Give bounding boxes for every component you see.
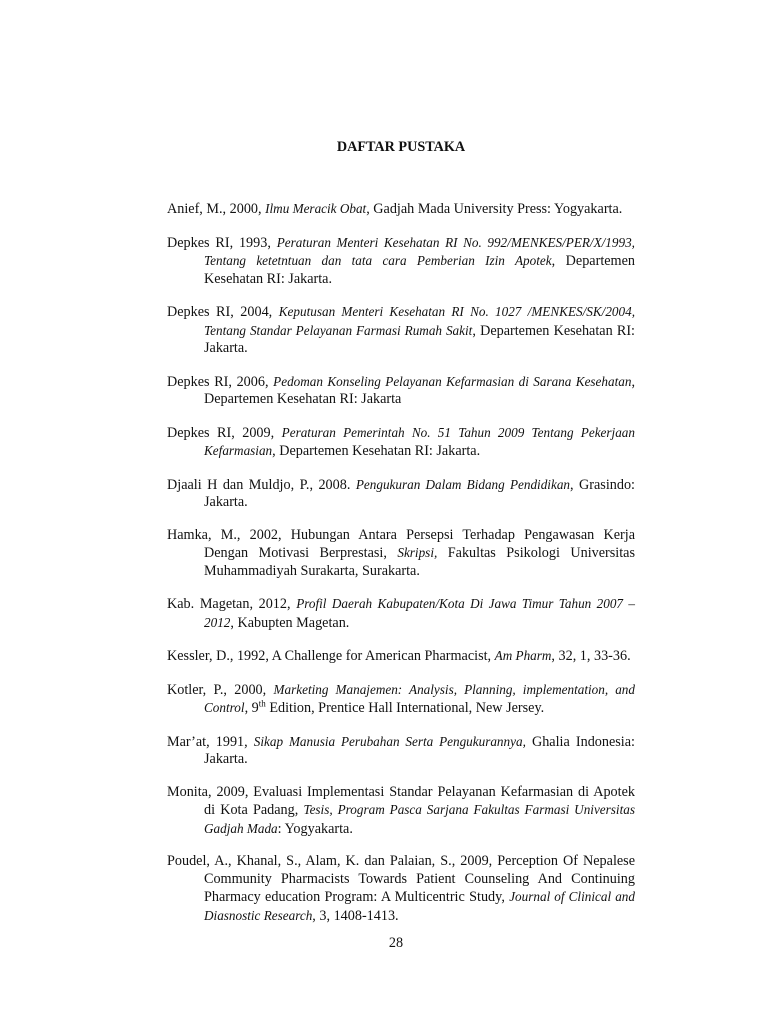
ref-text: Depkes RI, 2009, <box>167 424 282 441</box>
ref-text: Edition, Prentice Hall International, New Jersey. <box>265 700 545 717</box>
ref-text: Hamka, M., 2002, Hubungan Antara Persepsi Terhadap Pengawasan Kerja Dengan Motivasi Berprestasi, <box>167 526 635 562</box>
ref-text: , Departemen Kesehatan RI: Jakarta. <box>204 253 635 287</box>
ref-text: : Yogyakarta. <box>277 820 353 837</box>
ref-text: Monita, 2009, Evaluasi Implementasi Standar Pelayanan Kefarmasian di Apotek di Kota Padang, <box>167 783 635 819</box>
reference-entry <box>167 476 635 512</box>
ref-text: , Departemen Kesehatan RI: Jakarta. <box>204 322 635 357</box>
ref-text: Kab. Magetan, 2012, <box>167 596 297 613</box>
reference-entry <box>167 303 635 358</box>
ref-italic: Tesis, Program Pasca Sarjana Fakultas Farmasi Universitas Gadjah Mada <box>204 802 635 836</box>
ref-italic: Sikap Manusia Perubahan Serta Pengukurannya, <box>253 733 526 749</box>
ref-text: Depkes RI, 2006, <box>167 373 274 390</box>
ref-text: Anief, M., 2000, <box>167 201 266 218</box>
ref-text: , Departemen Kesehatan RI: Jakarta. <box>272 443 481 460</box>
ref-italic: Pedoman Konseling Pelayanan Kefarmasian di Sarana Kesehatan <box>273 373 632 389</box>
ref-text: Depkes RI, 2004, <box>167 304 279 321</box>
ref-superscript: th <box>258 698 266 709</box>
reference-entry <box>167 200 635 219</box>
ref-italic: Marketing Manajemen: Analysis, Planning, implementation, and Control <box>204 681 635 716</box>
reference-entry <box>167 595 635 632</box>
reference-entry <box>167 527 635 581</box>
ref-text: , 3, 1408-1413. <box>312 907 399 924</box>
reference-entry <box>167 681 635 718</box>
reference-entry <box>167 647 635 666</box>
ref-text: , Grasindo: Jakarta. <box>204 476 635 511</box>
ref-text: Djaali H dan Muldjo, P., 2008. <box>167 476 356 493</box>
ref-text: Ghalia Indonesia: Jakarta. <box>204 733 635 768</box>
ref-text: , 32, 1, 33-36. <box>551 648 631 665</box>
ref-text: Fakultas Psikologi Universitas Muhammadiyah Surakarta, Surakarta. <box>204 545 635 579</box>
ref-italic: Keputusan Menteri Kesehatan RI No. 1027 /MENKES/SK/2004, Tentang Standar Pelayanan Farmasi Rumah Sakit <box>204 304 635 338</box>
ref-italic: Peraturan Menteri Kesehatan RI No. 992/MENKES/PER/X/1993, Tentang ketetntuan dan tata cara Pemberian Izin Apotek <box>204 234 635 269</box>
reference-entry <box>167 373 635 409</box>
ref-text: Kotler, P., 2000, <box>167 681 274 698</box>
reference-entry <box>167 424 635 461</box>
reference-list <box>167 186 635 940</box>
ref-italic: Peraturan Pemerintah No. 51 Tahun 2009 Tentang Pekerjaan Kefarmasian <box>204 424 635 459</box>
page-title: DAFTAR PUSTAKA <box>336 139 466 155</box>
ref-text: Kessler, D., 1992, A Challenge for American Pharmacist, <box>167 648 495 665</box>
ref-text: Depkes RI, 1993, <box>167 234 277 251</box>
ref-text: Mar’at, 1991, <box>167 733 254 750</box>
ref-italic: Pengukuran Dalam Bidang Pendidikan <box>355 476 571 492</box>
ref-italic: Ilmu Meracik Obat <box>265 201 367 217</box>
reference-entry <box>167 234 635 289</box>
page-number: 28 <box>388 935 404 951</box>
reference-entry <box>167 784 635 839</box>
ref-italic: Journal of Clinical and Diasnostic Research <box>204 889 635 923</box>
ref-text: , Departemen Kesehatan RI: Jakarta <box>204 373 635 408</box>
ref-italic: Am Pharm <box>494 648 552 664</box>
ref-text: , Gadjah Mada University Press: Yogyakarta. <box>366 201 623 218</box>
ref-italic: Skripsi, <box>397 545 438 561</box>
ref-text: Poudel, A., Khanal, S., Alam, K. dan Palaian, S., 2009, Perception Of Nepalese Community Pharmacists Towards Patient Counseling And Continuing Pharmacy education Program: A Multicentric Study, <box>167 853 635 906</box>
reference-entry <box>167 733 635 769</box>
ref-text: , 9 <box>244 700 259 717</box>
reference-entry <box>167 853 635 925</box>
ref-text: , Kabupten Magetan. <box>230 614 350 631</box>
ref-italic: Profil Daerah Kabupaten/Kota Di Jawa Timur Tahun 2007 – 2012 <box>204 596 635 630</box>
